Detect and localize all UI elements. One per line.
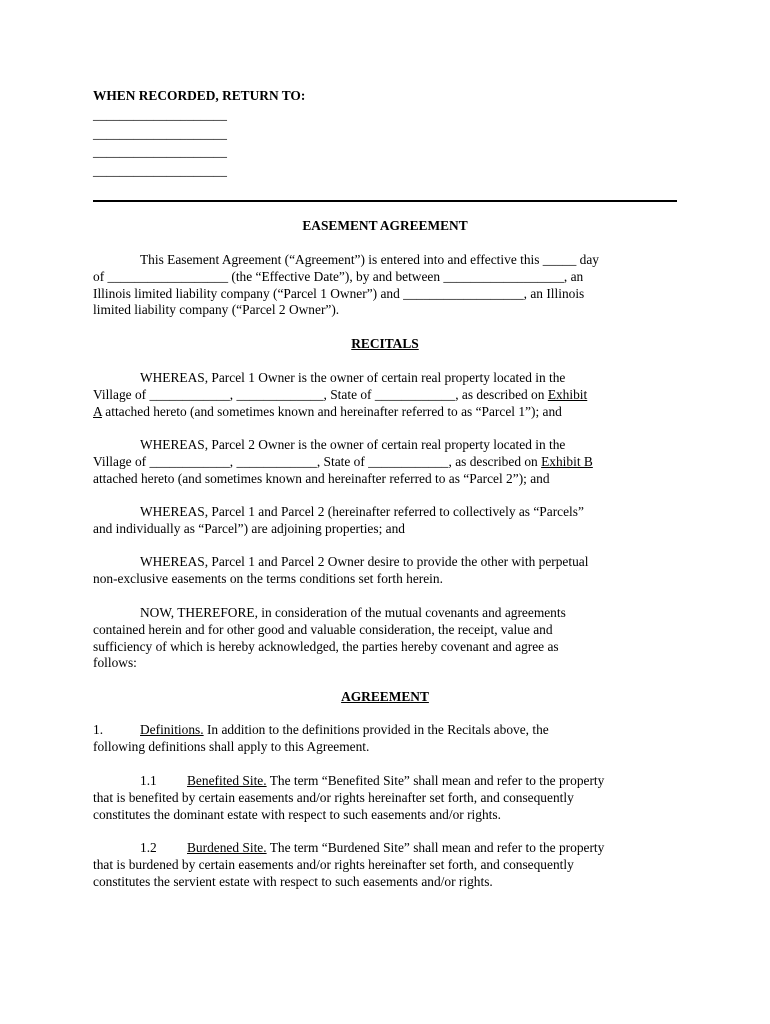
section-line xyxy=(93,722,677,739)
section-title: Benefited Site. xyxy=(187,773,267,788)
paragraph-line: NOW, THEREFORE, in consideration of the mutual covenants and agreements xyxy=(140,605,566,620)
recital-paragraph-4 xyxy=(93,554,677,588)
agreement-heading-text: AGREEMENT xyxy=(341,689,429,704)
recital-text: Village of ____________, _____________, State of ____________, as described on xyxy=(93,386,545,402)
paragraph-line: contained herein and for other good and valuable consideration, the receipt, value and xyxy=(93,621,553,637)
recital-text: Village of ____________, ____________, State of ____________, as described on xyxy=(93,453,538,469)
recital-line: non-exclusive easements on the terms conditions set forth herein. xyxy=(93,570,443,586)
recitals-heading xyxy=(93,336,677,353)
return-line: ____________________ xyxy=(93,162,227,178)
intro-line: of __________________ (the “Effective Date”), by and between __________________, an xyxy=(93,268,584,284)
section-line: constitutes the dominant estate with respect to such easements and/or rights. xyxy=(93,806,501,822)
recitals-heading-text: RECITALS xyxy=(351,336,419,351)
agreement-heading xyxy=(93,689,677,706)
section-text: The term “Benefited Site” shall mean and refer to the property xyxy=(266,773,605,788)
return-line: ____________________ xyxy=(93,125,227,141)
section-number: 1.2 xyxy=(140,840,157,855)
recital-paragraph-2 xyxy=(93,437,677,487)
return-address-lines xyxy=(93,106,677,180)
horizontal-rule xyxy=(93,200,677,202)
section-title: Definitions. xyxy=(140,722,204,737)
section-number: 1.1 xyxy=(140,773,157,788)
recital-paragraph-1 xyxy=(93,370,677,420)
paragraph-line: sufficiency of which is hereby acknowledged, the parties hereby covenant and agree as xyxy=(93,638,559,654)
recital-line xyxy=(93,404,677,421)
document-title: EASEMENT AGREEMENT xyxy=(302,218,468,233)
section-1-2 xyxy=(93,840,677,890)
section-1-1 xyxy=(93,773,677,823)
now-therefore-paragraph xyxy=(93,605,677,672)
recital-line: WHEREAS, Parcel 2 Owner is the owner of certain real property located in the xyxy=(140,437,566,452)
recital-line: attached hereto (and sometimes known and hereinafter referred to as “Parcel 2”); and xyxy=(93,470,550,486)
return-heading: WHEN RECORDED, RETURN TO: xyxy=(93,88,306,103)
section-line xyxy=(93,773,677,790)
section-line: following definitions shall apply to this Agreement. xyxy=(93,738,370,754)
section-line: constitutes the servient estate with respect to such easements and/or rights. xyxy=(93,873,493,889)
section-1 xyxy=(93,722,677,756)
section-line: that is benefited by certain easements and/or rights hereinafter set forth, and consequently xyxy=(93,789,574,805)
recital-line: and individually as “Parcel”) are adjoining properties; and xyxy=(93,520,405,536)
section-line: that is burdened by certain easements and/or rights hereinafter set forth, and consequently xyxy=(93,856,574,872)
paragraph-line: follows: xyxy=(93,655,137,671)
intro-line: This Easement Agreement (“Agreement”) is entered into and effective this _____ day xyxy=(140,252,599,267)
recital-line: WHEREAS, Parcel 1 and Parcel 2 Owner desire to provide the other with perpetual xyxy=(140,554,589,569)
recital-line: WHEREAS, Parcel 1 Owner is the owner of certain real property located in the xyxy=(140,370,566,385)
recital-text: attached hereto (and sometimes known and hereinafter referred to as “Parcel 1”); and xyxy=(101,403,562,419)
recital-line xyxy=(93,454,677,471)
section-line xyxy=(93,840,677,857)
section-number: 1. xyxy=(93,722,104,737)
exhibit-a-ref-letter: A xyxy=(93,403,102,419)
return-line: ____________________ xyxy=(93,107,227,122)
section-title: Burdened Site. xyxy=(187,840,267,855)
exhibit-b-ref: Exhibit B xyxy=(541,453,593,469)
intro-line: limited liability company (“Parcel 2 Owner”). xyxy=(93,302,340,318)
section-text: The term “Burdened Site” shall mean and refer to the property xyxy=(266,840,605,855)
recital-line: WHEREAS, Parcel 1 and Parcel 2 (hereinafter referred to collectively as “Parcels” xyxy=(140,504,584,519)
section-text: In addition to the definitions provided in the Recitals above, the xyxy=(203,722,549,737)
return-line: ____________________ xyxy=(93,144,227,159)
recital-paragraph-3 xyxy=(93,504,677,538)
intro-line: Illinois limited liability company (“Parcel 1 Owner”) and __________________, an Illinois xyxy=(93,285,585,301)
exhibit-a-ref: Exhibit xyxy=(547,386,588,402)
recital-line xyxy=(93,387,677,404)
intro-paragraph xyxy=(93,252,677,319)
